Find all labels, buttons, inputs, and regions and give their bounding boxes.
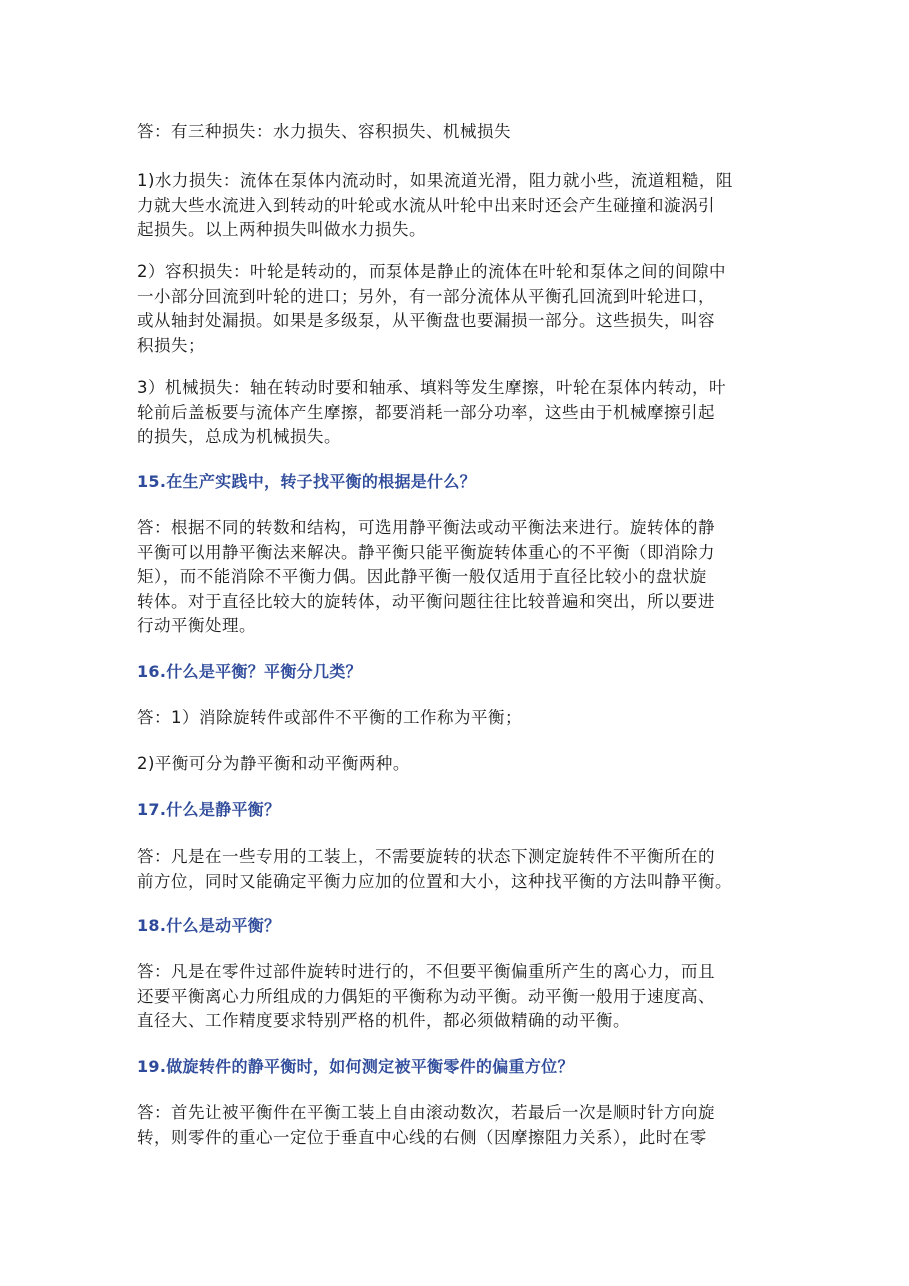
text-line: 2)平衡可分为静平衡和动平衡两种。: [137, 754, 410, 773]
text-line: 的损失，总成为机械损失。: [137, 427, 341, 446]
intro-answer-paragraph: [137, 120, 777, 145]
text-line: 前方位，同时又能确定平衡力应加的位置和大小，这种找平衡的方法叫静平衡。: [137, 871, 732, 891]
text-line: 或从轴封处漏损。如果是多级泵，从平衡盘也要漏损一部分。这些损失，叫容: [137, 311, 715, 330]
text-line: 平衡可以用静平衡法来解决。静平衡只能平衡旋转体重心的不平衡（即消除力: [137, 542, 715, 562]
question-16-answer-2: [137, 752, 777, 777]
text-line: 3）机械损失：轴在转动时要和轴承、填料等发生摩擦，叶轮在泵体内转动，叶: [137, 378, 726, 397]
question-15-heading: 15.在生产实践中，转子找平衡的根据是什么？: [137, 472, 476, 491]
question-16-answer-1: [137, 706, 777, 731]
question-17-answer: [137, 845, 777, 894]
text-line: 直径大、工作精度要求特别严格的机件，都必须做精确的动平衡。: [137, 1011, 630, 1030]
text-line: 起损失。以上两种损失叫做水力损失。: [137, 220, 426, 239]
text-line: 矩），而不能消除不平衡力偶。因此静平衡一般仅适用于直径比较小的盘状旋: [137, 567, 707, 586]
text-line: 答：有三种损失：水力损失、容积损失、机械损失: [137, 122, 511, 141]
hydraulic-loss-paragraph: [137, 169, 777, 243]
text-line: 还要平衡离心力所组成的力偶矩的平衡称为动平衡。动平衡一般用于速度高、: [137, 986, 715, 1006]
volumetric-loss-paragraph: [137, 260, 777, 358]
text-line: 轮前后盖板要与流体产生摩擦，都要消耗一部分功率，这些由于机械摩擦引起: [137, 402, 715, 422]
text-line: 答：凡是在零件过部件旋转时进行的，不但要平衡偏重所产生的离心力，而且: [137, 962, 715, 981]
text-line: 答：根据不同的转数和结构，可选用静平衡法或动平衡法来进行。旋转体的静: [137, 518, 715, 537]
text-line: 答：凡是在一些专用的工装上，不需要旋转的状态下测定旋转件不平衡所在的: [137, 847, 715, 866]
text-line: 一小部分回流到叶轮的进口；另外，有一部分流体从平衡孔回流到叶轮进口，: [137, 286, 715, 306]
text-line: 行动平衡处理。: [137, 616, 256, 635]
text-line: 2）容积损失：叶轮是转动的，而泵体是静止的流体在叶轮和泵体之间的间隙中: [137, 262, 726, 281]
question-15-answer: [137, 516, 777, 639]
text-line: 答：首先让被平衡件在平衡工装上自由滚动数次，若最后一次是顺时针方向旋: [137, 1103, 715, 1122]
question-19-heading: 19.做旋转件的静平衡时，如何测定被平衡零件的偏重方位？: [137, 1057, 574, 1076]
mechanical-loss-paragraph: [137, 376, 777, 450]
text-line: 力就大些水流进入到转动的叶轮或水流从叶轮中出来时还会产生碰撞和漩涡引: [137, 195, 715, 215]
text-line: 转，则零件的重心一定位于垂直中心线的右侧（因摩擦阻力关系），此时在零: [137, 1127, 707, 1147]
question-18-heading: 18.什么是动平衡？: [137, 916, 281, 935]
question-17-heading: 17.什么是静平衡？: [137, 800, 281, 819]
text-line: 积损失；: [137, 335, 205, 355]
text-line: 1)水力损失：流体在泵体内流动时，如果流道光滑，阻力就小些，流道粗糙，阻: [137, 171, 733, 190]
question-19-answer: [137, 1101, 777, 1150]
question-18-answer: [137, 960, 777, 1034]
text-line: 转体。对于直径比较大的旋转体，动平衡问题往往比较普遍和突出，所以要进: [137, 591, 715, 611]
question-16-heading: 16.什么是平衡？平衡分几类？: [137, 662, 362, 681]
text-line: 答：1）消除旋转件或部件不平衡的工作称为平衡；: [137, 708, 522, 727]
